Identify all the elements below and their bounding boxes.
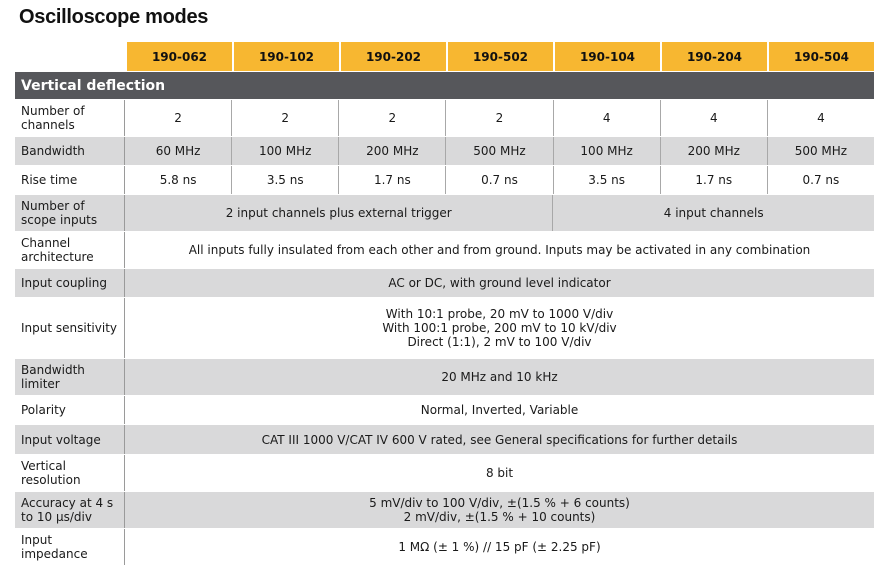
row-label: Bandwidth — [15, 137, 125, 165]
cell-line: 2 mV/div, ±(1.5 % + 10 counts) — [403, 510, 596, 524]
table-cell: 1.7 ns — [660, 166, 767, 194]
table-row — [15, 454, 874, 491]
spec-table — [15, 42, 874, 565]
table-cell: 2 — [231, 100, 338, 136]
model-header: 190-504 — [767, 42, 874, 71]
row-label: Number of channels — [15, 100, 125, 136]
table-row — [15, 194, 874, 231]
spanning-cell: 20 MHz and 10 kHz — [441, 370, 558, 384]
row-label: Polarity — [15, 396, 125, 424]
model-header: 190-502 — [446, 42, 553, 71]
spanning-cell: 1 MΩ (± 1 %) // 15 pF (± 2.25 pF) — [398, 540, 601, 554]
model-header: 190-104 — [553, 42, 660, 71]
model-header-row — [15, 42, 874, 71]
page-title: Oscilloscope modes — [19, 6, 209, 28]
table-row — [15, 395, 874, 424]
table-cell: 200 MHz — [660, 137, 767, 165]
spanning-cell — [125, 492, 874, 528]
table-cell: 3.5 ns — [553, 166, 660, 194]
table-cell: 60 MHz — [155, 144, 201, 158]
table-row — [15, 491, 874, 528]
table-cell: 4 — [553, 100, 660, 136]
spanning-cell: All inputs fully insulated from each other and from ground. Inputs may be activated in any combination — [188, 243, 811, 257]
table-cell: 2 — [445, 100, 552, 136]
table-cell: 2 input channels plus external trigger — [225, 206, 452, 220]
table-cell: 3.5 ns — [231, 166, 338, 194]
model-header: 190-062 — [125, 42, 232, 71]
table-cell: 1.7 ns — [338, 166, 445, 194]
table-cell: 500 MHz — [767, 137, 874, 165]
table-row — [15, 165, 874, 194]
table-row — [15, 358, 874, 395]
header-corner — [15, 42, 125, 71]
table-row — [15, 268, 874, 297]
table-row — [15, 231, 874, 268]
table-cell: 2 — [174, 111, 182, 125]
table-cell: 0.7 ns — [445, 166, 552, 194]
cell-line: Direct (1:1), 2 mV to 100 V/div — [407, 335, 592, 349]
spanning-cell: CAT III 1000 V/CAT IV 600 V rated, see General specifications for further details — [261, 432, 738, 447]
spanning-cell — [125, 298, 874, 358]
cell-line: 5 mV/div to 100 V/div, ±(1.5 % + 6 counts) — [369, 496, 630, 510]
row-label: Number of scope inputs — [15, 195, 125, 231]
table-cell: 100 MHz — [553, 137, 660, 165]
table-cell: 200 MHz — [338, 137, 445, 165]
row-label: Input impedance — [15, 529, 125, 565]
table-cell: 100 MHz — [231, 137, 338, 165]
cell-line: With 10:1 probe, 20 mV to 1000 V/div — [385, 307, 614, 321]
table-row — [15, 136, 874, 165]
row-label: Input coupling — [15, 269, 125, 297]
table-cell: 4 — [660, 100, 767, 136]
table-cell: 5.8 ns — [159, 173, 197, 187]
row-label: Bandwidth limiter — [15, 359, 125, 395]
model-header: 190-102 — [232, 42, 339, 71]
row-label: Vertical resolution — [15, 455, 125, 491]
row-label: Accuracy at 4 s to 10 µs/div — [15, 492, 125, 528]
table-row — [15, 424, 874, 454]
table-row — [15, 528, 874, 565]
row-label: Channel architecture — [15, 232, 125, 268]
table-cell: 0.7 ns — [767, 166, 874, 194]
table-cell: 500 MHz — [445, 137, 552, 165]
model-header: 190-204 — [660, 42, 767, 71]
cell-line: With 100:1 probe, 200 mV to 10 kV/div — [382, 321, 617, 335]
table-cell: 2 — [338, 100, 445, 136]
spanning-cell: Normal, Inverted, Variable — [420, 403, 579, 417]
spanning-cell: AC or DC, with ground level indicator — [388, 276, 611, 290]
spanning-cell: 8 bit — [485, 466, 514, 480]
table-cell: 4 input channels — [552, 195, 874, 231]
table-cell: 4 — [767, 100, 874, 136]
row-label: Input voltage — [15, 425, 125, 454]
row-label: Rise time — [15, 166, 125, 194]
model-header: 190-202 — [339, 42, 446, 71]
section-header: Vertical deflection — [15, 71, 874, 99]
row-label: Input sensitivity — [15, 298, 125, 358]
table-row — [15, 297, 874, 358]
table-row — [15, 99, 874, 136]
